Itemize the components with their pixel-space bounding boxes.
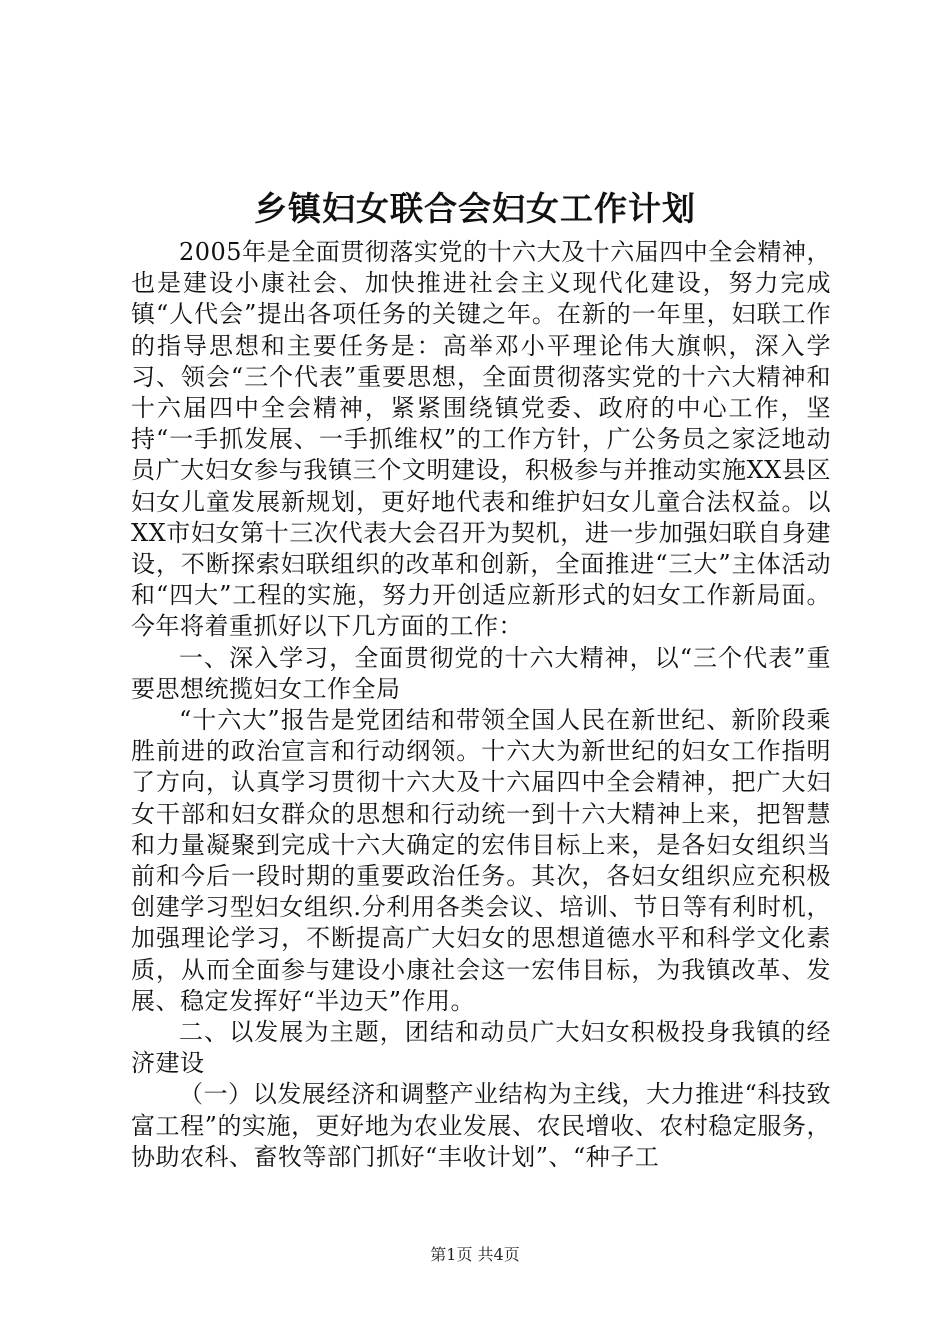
paragraph-section-1: “十六大”报告是党团结和带领全国人民在新世纪、新阶段乘胜前进的政治宣言和行动纲领。十六大为新世纪的妇女工作指明了方向，认真学习贯彻十六大及十六届四中全会精神，把广大妇女干部和妇女群众的思想和行动统一到十六大精神上来，把智慧和力量凝聚到完成十六大确定的宏伟目标上来，是各妇女组织当前和今后一段时期的重要政治任务。其次，各妇女组织应充积极创建学习型妇女组织.分利用各类会议、培训、节日等有利时机，加强理论学习，不断提高广大妇女的思想道德水平和科学文化素质，从而全面参与建设小康社会这一宏伟目标，为我镇改革、发展、稳定发挥好“半边天”作用。 xyxy=(131,706,831,1015)
document-body xyxy=(131,237,831,1173)
page-number-footer: 第1页 共4页 xyxy=(430,1245,520,1264)
section-heading-2: 二、以发展为主题，团结和动员广大妇女积极投身我镇的经济建设 xyxy=(131,1018,831,1078)
paragraph-subsection-1: （一）以发展经济和调整产业结构为主线，大力推进“科技致富工程”的实施，更好地为农业发展、农民增收、农村稳定服务，协助农科、畜牧等部门抓好“丰收计划”、“种子工 xyxy=(131,1080,831,1171)
document-title: 乡镇妇女联合会妇女工作计划 xyxy=(254,189,696,228)
section-heading-1: 一、深入学习，全面贯彻党的十六大精神，以“三个代表”重要思想统揽妇女工作全局 xyxy=(131,643,831,703)
paragraph-intro: 2005年是全面贯彻落实党的十六大及十六届四中全会精神，也是建设小康社会、加快推进社会主义现代化建设，努力完成镇“人代会”提出各项任务的关键之年。在新的一年里，妇联工作的指导思想和主要任务是：高举邓小平理论伟大旗帜，深入学习、领会“三个代表”重要思想，全面贯彻落实党的十六大精神和十六届四中全会精神，紧紧围绕镇党委、政府的中心工作，坚持“一手抓发展、一手抓维权”的工作方针，广公务员之家泛地动员广大妇女参与我镇三个文明建设，积极参与并推动实施XX县区妇女儿童发展新规划，更好地代表和维护妇女儿童合法权益。以XX市妇女第十三次代表大会召开为契机，进一步加强妇联自身建设，不断探索妇联组织的改革和创新，全面推进“三大”主体活动和“四大”工程的实施，努力开创适应新形式的妇女工作新局面。今年将着重抓好以下几方面的工作： xyxy=(131,238,831,641)
